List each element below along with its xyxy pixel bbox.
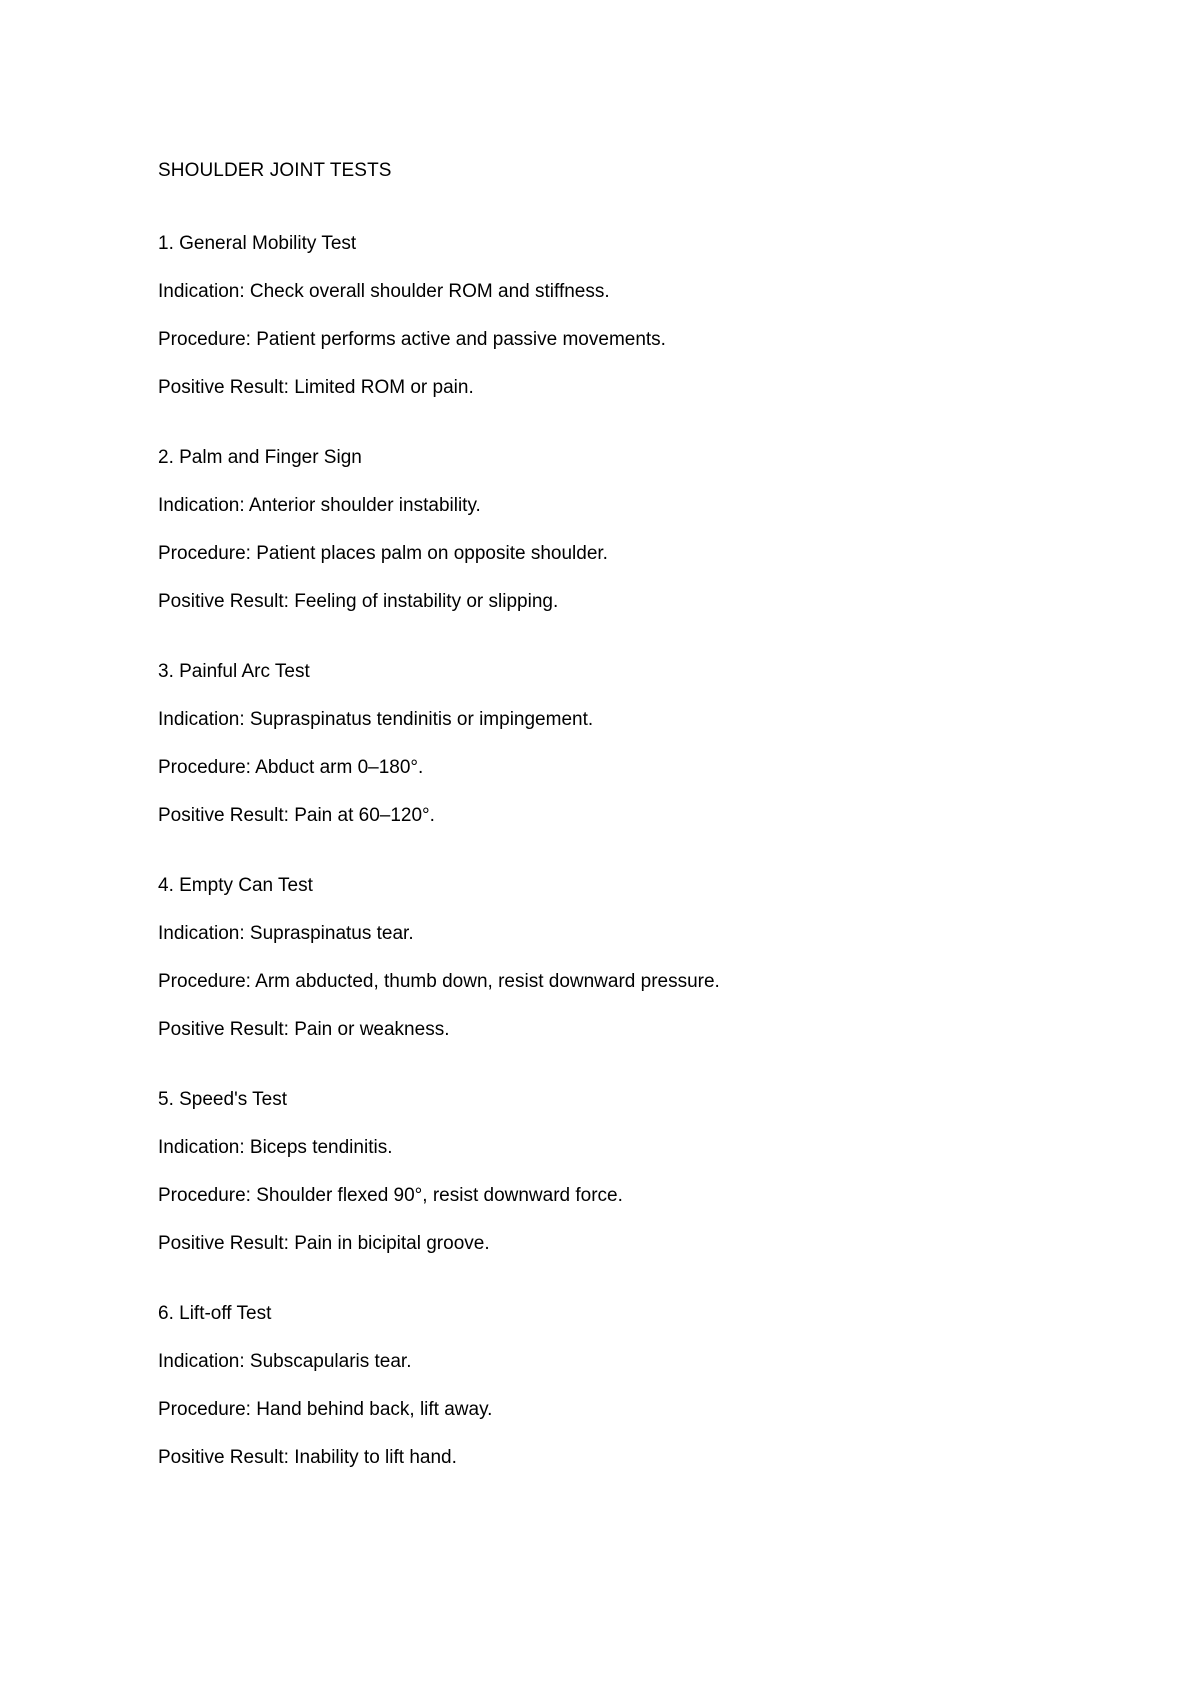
- test-section-general-mobility: [158, 233, 1118, 399]
- test-section-lift-off: [158, 1303, 1118, 1469]
- document-body: [158, 160, 1118, 1517]
- document-title: SHOULDER JOINT TESTS: [158, 160, 392, 181]
- test-procedure: Procedure: Arm abducted, thumb down, resist downward pressure.: [158, 971, 720, 992]
- test-positive-result: Positive Result: Inability to lift hand.: [158, 1447, 457, 1468]
- test-indication: Indication: Biceps tendinitis.: [158, 1137, 393, 1158]
- test-positive-result: Positive Result: Pain or weakness.: [158, 1019, 450, 1040]
- test-heading: 5. Speed's Test: [158, 1089, 287, 1110]
- test-positive-result: Positive Result: Pain in bicipital groove.: [158, 1233, 490, 1254]
- test-positive-result: Positive Result: Feeling of instability or slipping.: [158, 591, 559, 612]
- test-indication: Indication: Supraspinatus tendinitis or impingement.: [158, 709, 594, 730]
- test-procedure: Procedure: Hand behind back, lift away.: [158, 1399, 493, 1420]
- test-positive-result: Positive Result: Pain at 60–120°.: [158, 805, 435, 826]
- test-section-empty-can: [158, 875, 1118, 1041]
- test-heading: 6. Lift-off Test: [158, 1303, 272, 1324]
- test-indication: Indication: Supraspinatus tear.: [158, 923, 414, 944]
- test-procedure: Procedure: Patient performs active and passive movements.: [158, 329, 666, 350]
- test-procedure: Procedure: Abduct arm 0–180°.: [158, 757, 424, 778]
- test-heading: 1. General Mobility Test: [158, 233, 357, 254]
- test-section-palm-finger-sign: [158, 447, 1118, 613]
- test-heading: 3. Painful Arc Test: [158, 661, 310, 682]
- test-section-painful-arc: [158, 661, 1118, 827]
- test-section-speeds: [158, 1089, 1118, 1255]
- test-indication: Indication: Check overall shoulder ROM and stiffness.: [158, 281, 610, 302]
- test-procedure: Procedure: Shoulder flexed 90°, resist downward force.: [158, 1185, 623, 1206]
- test-indication: Indication: Subscapularis tear.: [158, 1351, 412, 1372]
- test-heading: 2. Palm and Finger Sign: [158, 447, 362, 468]
- test-heading: 4. Empty Can Test: [158, 875, 313, 896]
- test-indication: Indication: Anterior shoulder instability.: [158, 495, 481, 516]
- test-positive-result: Positive Result: Limited ROM or pain.: [158, 377, 474, 398]
- test-procedure: Procedure: Patient places palm on opposite shoulder.: [158, 543, 608, 564]
